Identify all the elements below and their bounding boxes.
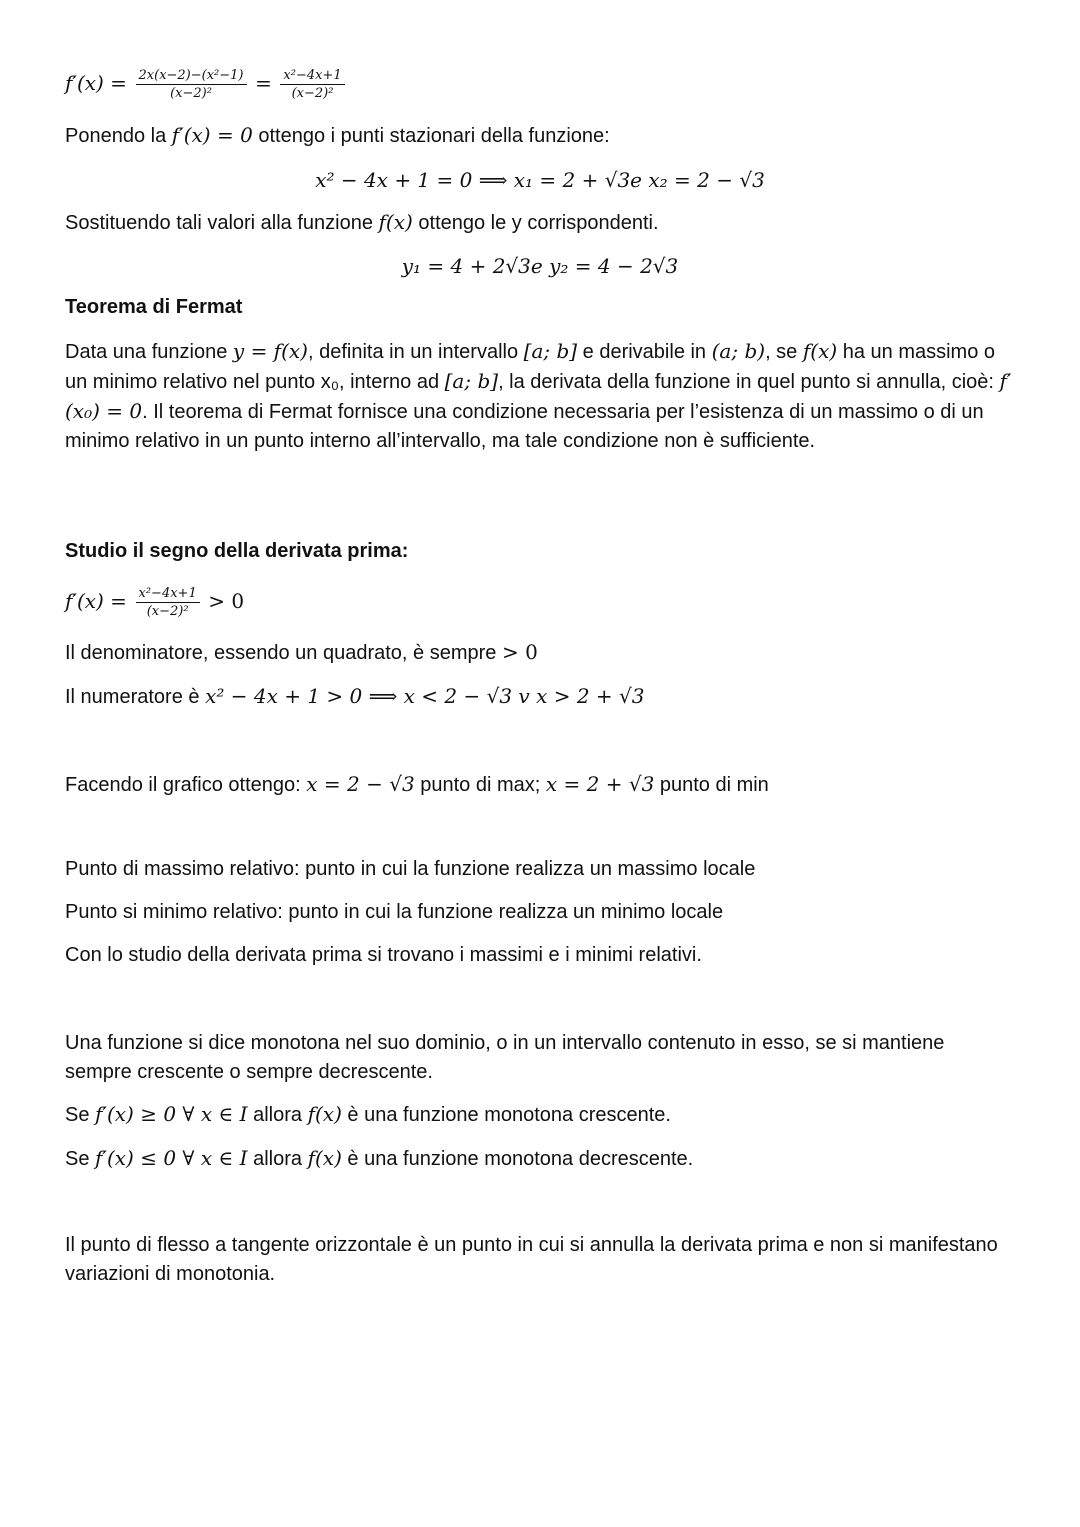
fraction-3-denominator: (x−2)² [146,604,189,619]
math: f(x) [802,339,838,363]
paragraph-derivative-study: Con lo studio della derivata prima si trovano i massimi e i minimi relativi. [65,944,702,966]
text: Il denominatore, essendo un quadrato, è sempre [65,642,502,664]
math: f′(x) = 0 [171,123,253,147]
text: Sostituendo tali valori alla funzione [65,212,379,234]
math: (a; b) [711,339,766,363]
text: è una funzione monotona decrescente. [341,1148,694,1170]
fraction-2 [280,68,344,101]
paragraph-monotone: Una funzione si dice monotona nel suo dominio, o in un intervallo contenuto in esso, se si mantiene sempre crescente o sempre decrescente. [65,1032,945,1083]
text: , se [765,341,803,363]
text: ottengo i punti stazionari della funzione: [252,125,610,147]
math: x² − 4x + 1 > 0 ⟹ x < 2 − √3 v x > 2 + √3 [205,684,645,708]
paragraph-numerator [65,684,644,709]
math: f(x) [378,210,413,234]
fraction-1 [136,68,247,101]
text: ha un massimo o un minimo relativo nel punto x₀, interno ad [65,341,996,393]
math: x = 2 − √3 [306,772,415,796]
paragraph-fermat [65,337,1015,456]
fraction-2-denominator: (x−2)² [291,86,334,101]
math: [a; b] [444,369,499,393]
fraction-3-numerator: x²−4x+1 [136,586,200,603]
text: ottengo le y corrispondenti. [412,212,659,234]
text: Il numeratore è [65,686,206,708]
text: Se [65,1148,96,1170]
text: Ponendo la [65,125,172,147]
math: y = f(x) [232,339,308,363]
paragraph-max-definition: Punto di massimo relativo: punto in cui la funzione realizza un massimo locale [65,858,756,880]
math: f′(x) = [65,588,127,613]
paragraph-inflection: Il punto di flesso a tangente orizzontale è un punto in cui si annulla la derivata prima e non si manifestano variazioni di monotonia. [65,1234,998,1285]
fraction-1-denominator: (x−2)² [170,86,212,101]
derivative-formula [65,68,348,101]
math: x² − 4x + 1 = 0 ⟹ x₁ = 2 + √3e x₂ = 2 − √3 [315,168,765,192]
math: f′(x) ≥ 0 ∀ x ∈ I [95,1102,248,1126]
equals-sign: = [255,70,272,95]
text: . Il teorema di Fermat fornisce una condizione necessaria per l’esistenza di un massimo o di un minimo relativo in un punto interno all’intervallo, ma tale condizione non è sufficiente. [65,401,984,452]
equation-y-values [0,254,1080,279]
text: e derivabile in [577,341,712,363]
text: , la derivata della funzione in quel punto si annulla, cioè: [498,371,1000,393]
text: Data una funzione [65,341,233,363]
math: x = 2 + √3 [545,772,655,796]
paragraph-stationary [65,123,610,148]
text: Facendo il grafico ottengo: [65,774,307,796]
text: è una funzione monotona crescente. [341,1104,671,1126]
math: > 0 [501,640,538,664]
fraction-1-numerator: 2x(x−2)−(x²−1) [136,68,247,85]
paragraph-denominator [65,640,538,665]
heading-sign-study: Studio il segno della derivata prima: [65,540,409,562]
fraction-2-numerator: x²−4x+1 [280,68,344,85]
math: [a; b] [523,339,578,363]
paragraph-min-definition: Punto si minimo relativo: punto in cui la funzione realizza un minimo locale [65,901,724,923]
text: punto di min [654,774,769,796]
paragraph-graph [65,772,769,797]
equation-roots [0,168,1080,193]
derivative-lhs: f′(x) = [65,70,127,95]
fraction-3 [136,586,200,619]
math: f′(x₀) = 0 [65,369,1012,423]
inequality-formula [65,586,244,619]
math: y₁ = 4 + 2√3e y₂ = 4 − 2√3 [401,254,679,278]
paragraph-increasing [65,1102,671,1127]
text: punto di max; [414,774,546,796]
text: Se [65,1104,96,1126]
math: f(x) [307,1146,342,1170]
text: allora [247,1104,308,1126]
math: > 0 [208,588,245,613]
heading-fermat: Teorema di Fermat [65,296,243,318]
paragraph-substitution [65,210,659,235]
text: allora [247,1148,308,1170]
text: , definita in un intervallo [307,341,524,363]
math: f′(x) ≤ 0 ∀ x ∈ I [95,1146,248,1170]
math: f(x) [307,1102,342,1126]
paragraph-decreasing [65,1146,693,1171]
